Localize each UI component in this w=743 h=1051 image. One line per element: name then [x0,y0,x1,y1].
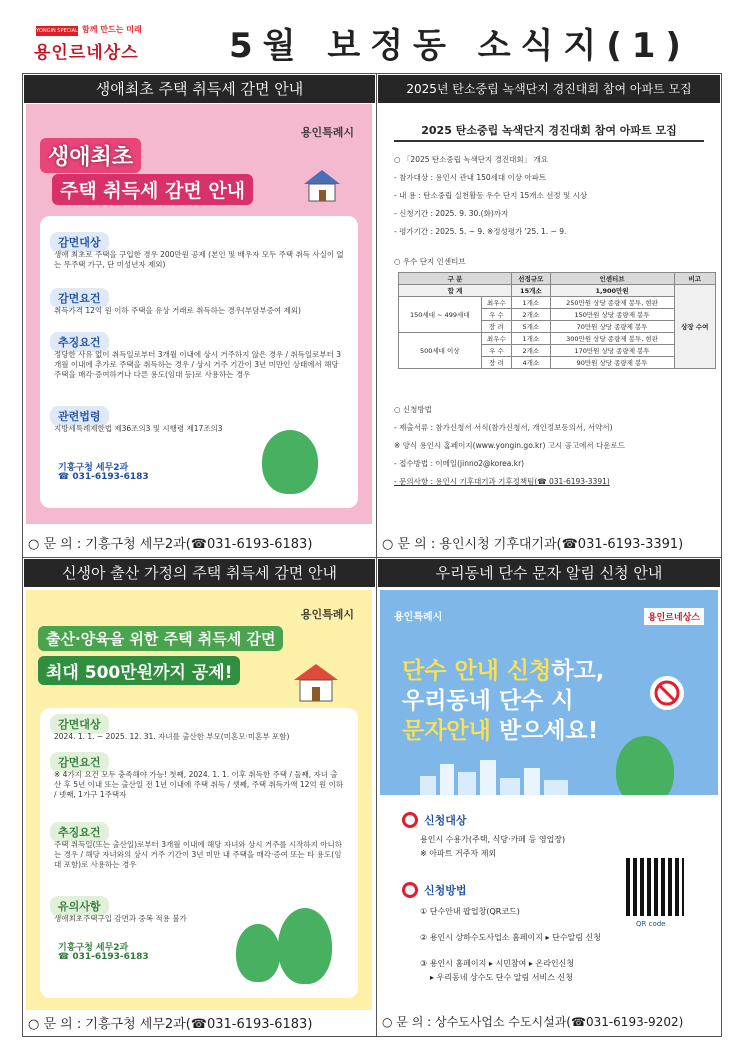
caption-prefix: ○ 문 의 : [382,1015,432,1029]
table-cell: 2개소 [512,345,551,357]
doc-line: ○ 「2025 탄소중립 녹색단지 경진대회」 개요 [394,155,548,164]
item-heading: 감면대상 [50,714,109,734]
table-cell: 4개소 [512,357,551,369]
method-heading: 신청방법 [424,884,467,897]
poster-title-line1: 출산·양육을 위한 주택 취득세 감면 [38,626,283,651]
doc-line: - 내 용 : 탄소중립 실천활동 우수 단지 15개소 선정 및 시상 [394,191,588,200]
caption-text: 용인시청 기후대기과(☎031-6193-3391) [439,537,684,552]
poster-water-outage-alert [380,590,718,1010]
baby-dragon-mascot-icon [236,924,280,982]
contact-caption-2 [382,533,683,552]
incentive-table [398,272,716,369]
section-heading-3: 신생아 출산 가정의 주택 취득세 감면 안내 [24,559,375,587]
item-text: ※ 4가지 요건 모두 충족해야 가능! 첫째, 2024. 1. 1. 이후 취득한 주택 / 둘째, 자녀 출산 후 5년 이내 또는 출산일 전 1년 이내에 주택 취득 / 셋째, 주택 취득가액 12억 원 이하 / 넷째, 1가구 1주택자 [54,770,344,799]
table-cell: 1,900만원 [550,285,674,297]
item-heading: 감면요건 [50,752,109,772]
method-step: ② 용인시 상하수도사업소 홈페이지 ▸ 단수알림 신청 [420,933,602,942]
poster-first-home-tax [26,104,372,524]
item-text: 정당한 사유 없이 취득일로부터 3개월 이내에 상시 거주하지 않은 경우 / 취득일로부터 3개월 이내에 추가로 주택을 취득하는 경우 / 상시 거주 기간이 3년 미만인 상태에서 해당 주택을 매각·증여하거나 다른 용도(임대 등)로 사용하는 경우 [54,350,342,379]
table-cell: 1개소 [512,333,551,345]
target-heading: 신청대상 [424,814,467,827]
caption-text: 기흥구청 세무2과(☎031-6193-6183) [85,1017,313,1032]
poster-brand: 용인특례시 [300,608,354,621]
table-header: 비고 [674,273,715,285]
qr-code-icon[interactable] [626,858,684,916]
headline-line3 [402,712,598,745]
doc-line: ○ 신청방법 [394,405,432,414]
headline-line2: 우리동네 단수 시 [402,688,574,714]
doc-line: - 제출서류 : 참가신청서 서식(참가신청서, 개인정보동의서, 서약서) [394,423,613,432]
section-heading-2: 2025년 탄소중립 녹색단지 경진대회 참여 아파트 모집 [378,75,720,103]
caption-text: 기흥구청 세무2과(☎031-6193-6183) [85,537,313,552]
caption-prefix: ○ 문 의 : [28,1017,82,1032]
house-icon [292,662,340,702]
poster-brand: 용인특례시 [300,126,354,139]
contact-dept: 기흥구청 세무2과 [58,943,129,953]
contact-phone: ☎ 031-6193-6183 [58,472,149,482]
qr-label: QR code [636,920,666,928]
caption-prefix: ○ 문 의 : [28,537,82,552]
poster-newborn-tax [26,590,372,1010]
doc-line: ※ 양식 용인시 홈페이지(www.yongin.go.kr) 고시 공고에서 다운로드 [394,441,625,450]
table-cell: 2개소 [512,309,551,321]
table-cell: 합 계 [399,285,512,297]
doc-title: 2025 탄소중립 녹색단지 경진대회 참여 아파트 모집 [421,124,677,137]
table-cell: 150만원 상당 종량제 봉투 [550,309,674,321]
contact-caption-3 [28,1013,312,1032]
table-cell: 장 려 [481,321,512,333]
no-water-icon [402,882,418,898]
item-heading: 감면요건 [50,288,109,308]
table-cell: 우 수 [481,309,512,321]
contact-caption-4 [382,1013,683,1030]
logo-brand: 용인르네상스 [34,43,139,63]
logo-tag: YONGIN SPECIAL CITY [36,28,78,44]
method-step: ① 단수안내 팝업창(QR코드) [420,907,520,916]
poster-brand: 용인특례시 [394,612,443,623]
table-cell: 5개소 [512,321,551,333]
table-header: 선정규모 [512,273,551,285]
doc-line: - 문의사항 : 용인시 기후대기과 기후정책팀(☎ 031-6193-3391) [394,477,610,486]
dragon-mascot-icon [278,908,332,984]
item-text: 생애 최초로 주택을 구입한 경우 200만원 공제 (본인 및 배우자 모두 주택 취득 사실이 없는 무주택 가구, 단 미성년자 제외) [54,250,344,269]
item-text: 생애최초주택구입 감면과 중복 적용 불가 [54,914,187,923]
item-heading: 추징요건 [50,332,109,352]
headline-highlight: 문자안내 [402,718,491,744]
yongin-renaissance-logo [30,22,180,64]
contact-caption-1 [28,533,312,552]
no-water-icon [402,812,418,828]
table-cell: 150세대 ~ 499세대 [399,297,482,333]
poster-green-complex [380,104,718,524]
table-cell: 170만원 상당 종량제 봉투 [550,345,674,357]
city-skyline-icon [420,758,570,798]
caption-text: 상수도사업소 수도시설과(☎031-6193-9202) [434,1015,684,1029]
section-heading-1: 생애최초 주택 취득세 감면 안내 [24,75,375,103]
table-cell: 250만원 상당 종량제 봉투, 현판 [550,297,674,309]
method-step: ③ 용인시 홈페이지 ▸ 시민참여 ▸ 온라인신청 [420,959,575,968]
poster-brand-2: 용인르네상스 [644,608,704,625]
target-note: ※ 아파트 거주자 제외 [420,849,497,858]
table-cell: 300만원 상당 종량제 봉투, 현판 [550,333,674,345]
item-text: 취득가격 12억 원 이하 주택을 유상 거래로 취득하는 경우(부담부증여 제외) [54,306,301,315]
item-text: 2024. 1. 1. ~ 2025. 12. 31. 자녀를 출산한 부모(미혼모·미혼부 포함) [54,732,290,741]
poster-title-line1: 생애최초 [40,138,141,173]
headline-highlight: 단수 안내 신청 [402,658,552,684]
table-cell: 15개소 [512,285,551,297]
house-icon [302,168,342,202]
doc-line: - 신청기간 : 2025. 9. 30.(화)까지 [394,209,509,218]
page-title: 5월 보정동 소식지(1) [229,26,691,66]
table-note: 상장 수여 [674,285,715,369]
table-cell: 최우수 [481,297,512,309]
item-text: 지방세특례제한법 제36조의3 및 시행령 제17조의3 [54,424,223,433]
table-cell: 1개소 [512,297,551,309]
method-step: ▸ 우리동네 상수도 단수 알림 서비스 신청 [430,973,573,982]
logo-slogan: 함께 만드는 미래 [82,25,142,34]
contact-phone: ☎ 031-6193-6183 [58,952,149,962]
dragon-mascot-icon [262,430,318,494]
target-text: 용인시 수용가(주택, 식당·카페 등 영업장) [420,835,566,844]
headline-rest: 하고, [551,658,605,684]
headline-rest: 받으세요! [490,718,599,744]
table-header: 구 분 [399,273,512,285]
poster-title-line2: 주택 취득세 감면 안내 [52,174,253,205]
table-cell: 500세대 이상 [399,333,482,369]
title-rule [394,140,704,142]
contact-dept: 기흥구청 세무2과 [58,463,129,473]
doc-line: ○ 우수 단지 인센티브 [394,257,466,266]
item-heading: 감면대상 [50,232,109,252]
table-cell: 우 수 [481,345,512,357]
poster-title-line2: 최대 500만원까지 공제! [38,656,240,685]
table-header: 인센티브 [550,273,674,285]
doc-line: - 참가대상 : 용인시 관내 150세대 이상 아파트 [394,173,547,182]
doc-line: - 평가기간 : 2025. 5. ~ 9. ※정성평가 '25. 1. ~ 9. [394,227,567,236]
section-heading-4: 우리동네 단수 문자 알림 신청 안내 [378,559,720,587]
table-cell: 장 려 [481,357,512,369]
table-cell: 90만원 상당 종량제 봉투 [550,357,674,369]
caption-prefix: ○ 문 의 : [382,537,436,552]
table-cell: 최우수 [481,333,512,345]
no-water-icon [650,676,684,710]
doc-line: - 접수방법 : 이메일(jinno2@korea.kr) [394,459,525,468]
item-heading: 관련법령 [50,406,109,426]
item-text: 주택 취득일(또는 출산일)로부터 3개월 이내에 해당 자녀와 상시 거주를 시작하지 아니하는 경우 / 해당 자녀와의 상시 거주 기간이 3년 미만 내 주택을 매각·증여 또는 타 용도(임대 포함)로 사용하는 경우 [54,840,343,869]
headline-line1 [402,652,605,685]
item-heading: 추징요건 [50,822,109,842]
item-heading: 유의사항 [50,896,109,916]
table-cell: 70만원 상당 종량제 봉투 [550,321,674,333]
